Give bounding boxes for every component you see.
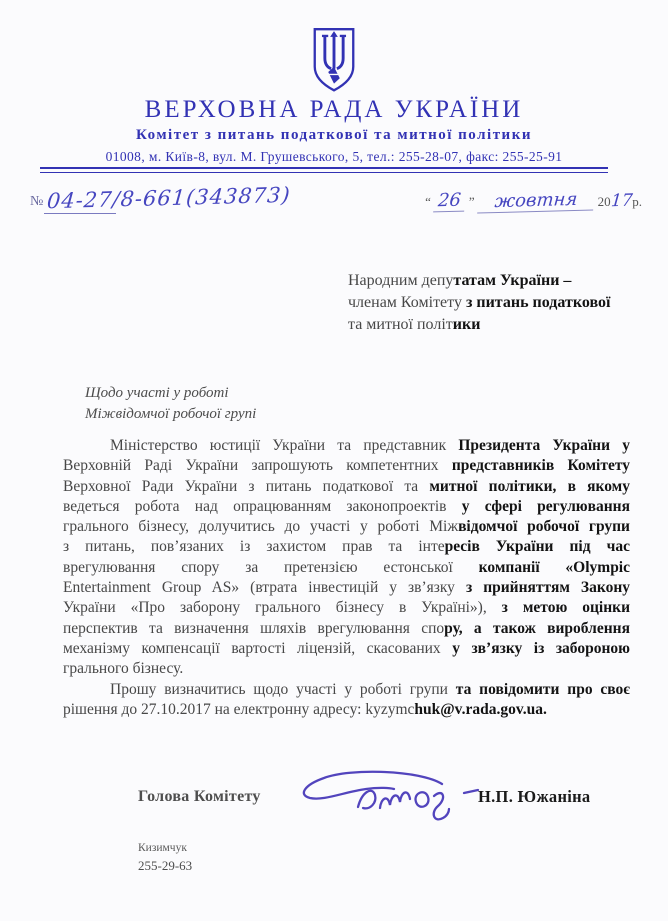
subject-block — [85, 383, 256, 424]
text-line: Народним депутатам України – — [348, 272, 572, 289]
coat-of-arms-icon — [308, 26, 360, 94]
executor-phone: 255-29-63 — [138, 858, 193, 873]
text-line: Прошу визначитись щодо участі у роботі групи та повідомити про своє — [110, 680, 631, 698]
text-line: механізму компенсації вартості ліцензій, скасованих у зв’язку із забороною — [63, 639, 631, 657]
text-line: Верховній Раді України запрошують компетентних представників Комітету — [63, 457, 630, 475]
handwritten-day: 26 — [434, 190, 467, 213]
addressee-block — [348, 270, 648, 336]
text-line: з питань, пов’язаних із захистом прав та інтересів України під час — [63, 538, 630, 556]
text-line: грального бізнесу, долучитись до участі у роботі Міжвідомчої робочої групи — [63, 518, 630, 536]
subject-line-1: Щодо участі у роботі — [85, 385, 229, 401]
subject-line-2: Міжвідомчої робочої групі — [85, 405, 257, 422]
number-sign: № — [30, 194, 44, 209]
text-line: членам Комітету з питань податкової — [348, 294, 611, 311]
text-line: врегулювання спору за претензією естонської компанії «Olympic — [63, 558, 630, 576]
text-line: грального бізнесу. — [63, 660, 184, 678]
text-line: ведеться робота над опрацюванням законопроектів у сфері регулювання — [63, 497, 630, 515]
handwritten-number: 04-27/8-661(343873) — [45, 182, 292, 214]
year-suffix: р. — [632, 194, 642, 209]
text-line: Міністерство юстиції України та представник Президента України у — [110, 437, 630, 454]
close-quote: ” — [468, 194, 475, 209]
address-line: 01008, м. Київ-8, вул. М. Грушевського, 5, тел.: 255-28-07, факс: 255-25-91 — [105, 149, 563, 164]
signer-name: Н.П. Южаніна — [478, 787, 591, 806]
number-blank-line — [44, 213, 116, 214]
text-line: перспектив та визначення шляхів врегулювання спору, а також вироблення — [63, 619, 630, 637]
open-quote: “ — [425, 194, 431, 209]
letter-date — [425, 190, 642, 212]
committee-name: Комітет з питань податкової та митної політики — [136, 127, 532, 143]
text-line: Верховної Ради України з питань податкової та митної політики, в якому — [63, 477, 630, 495]
letter-body — [63, 436, 630, 720]
handwritten-year: 17 — [609, 190, 634, 212]
reference-line — [0, 180, 668, 225]
text-line: України «Про заборону грального бізнесу в Україні»), з метою оцінки — [63, 599, 631, 617]
org-name: ВЕРХОВНА РАДА УКРАЇНИ — [144, 96, 524, 123]
executor-name: Кизимчук — [138, 842, 187, 854]
handwritten-signature — [292, 762, 487, 834]
signer-title: Голова Комітету — [138, 788, 261, 805]
text-line: Entertainment Group AS» (втрата інвестицій у зв’язку з прийняттям Закону — [63, 579, 630, 597]
text-line: та митної політики — [348, 316, 481, 333]
letterhead-divider — [40, 167, 608, 173]
outgoing-number — [30, 182, 292, 214]
handwritten-month: жовтня — [477, 188, 595, 213]
year-prefix: 20 — [597, 194, 611, 209]
text-line: рішення до 27.10.2017 на електронну адресу: kyzymchuk@v.rada.gov.ua. — [63, 700, 547, 718]
